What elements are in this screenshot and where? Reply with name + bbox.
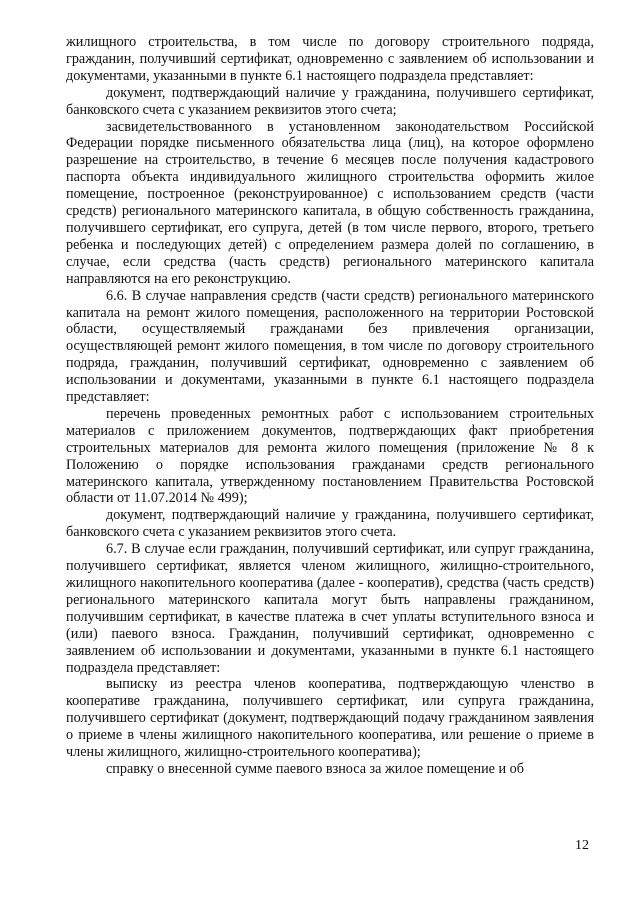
paragraph-registry-extract: выписку из реестра членов кооператива, подтверждающую членство в кооперативе гражданина, получившего сертификат, или супруга гражданина, получившего сертификат (документ, подтверждающий подачу гражданином заявления о приеме в члены жилищного накопительного кооператива, или решение о приеме в члены жилищного, жилищно-строительного кооператива); bbox=[66, 676, 594, 761]
paragraph-share-certificate: справку о внесенной сумме паевого взноса за жилое помещение и об bbox=[106, 760, 524, 777]
paragraph-bank-document-2: документ, подтверждающий наличие у гражданина, получившего сертификат, банковского счета с указанием реквизитов этого счета. bbox=[66, 507, 594, 541]
paragraph-6-6: 6.6. В случае направления средств (части средств) регионального материнского капитала на ремонт жилого помещения, расположенного на территории Ростовской области, осуществляемый гражданами без привлечения организации, осуществляющей ремонт жилого помещения, в том числе по договору строительного подряда, гражданин, получивший сертификат, одновременно с заявлением об использовании и документами, указанными в пункте 6.1 настоящего подраздела представляет: bbox=[66, 287, 594, 406]
page-number: 12 bbox=[575, 838, 589, 853]
paragraph-continuation: жилищного строительства, в том числе по договору строительного подряда, гражданин, получивший сертификат, одновременно с заявлением об использовании и документами, указанными в пункте 6.1 настоящего подраздела представляет: bbox=[66, 34, 594, 84]
paragraph-repair-list: перечень проведенных ремонтных работ с использованием строительных материалов с приложением документов, подтверждающих факт приобретения строительных материалов для ремонта жилого помещения (приложение № 8 к Положению о порядке использования гражданами средств регионального материнского капитала, утвержденному постановлением Правительства Ростовской области от 11.07.2014 № 499); bbox=[66, 405, 594, 507]
paragraph-6-7: 6.7. В случае если гражданин, получивший сертификат, или супруг гражданина, получившего сертификат, является членом жилищного, жилищно-строительного, жилищного накопительного кооператива (далее - кооператив), средства (часть средств) регионального материнского капитала могут быть направлены гражданином, получившим сертификат, в качестве платежа в счет уплаты вступительного взноса и (или) паевого взноса. Гражданин, получивший сертификат, одновременно с заявлением об использовании и документами, указанными в пункте 6.1 настоящего подраздела представляет: bbox=[66, 541, 594, 676]
document-body bbox=[66, 34, 594, 778]
paragraph-obligation: засвидетельствованного в установленном законодательством Российской Федерации порядке письменного обязательства лица (лиц), на которое оформлено разрешение на строительство, в течение 6 месяцев после получения кадастрового паспорта объекта индивидуального жилищного строительства оформить жилое помещение, построенное (реконструированное) с использованием средств (части средств) регионального материнского капитала, в общую собственность гражданина, получившего сертификат, его супруга, детей (в том числе первого, второго, третьего ребенка и последующих детей) с определением размера долей по соглашению, в случае, если средства (часть средств) регионального материнского капитала направляются на его реконструкцию. bbox=[66, 118, 594, 287]
paragraph-bank-document: документ, подтверждающий наличие у гражданина, получившего сертификат, банковского счета с указанием реквизитов этого счета; bbox=[66, 84, 594, 118]
